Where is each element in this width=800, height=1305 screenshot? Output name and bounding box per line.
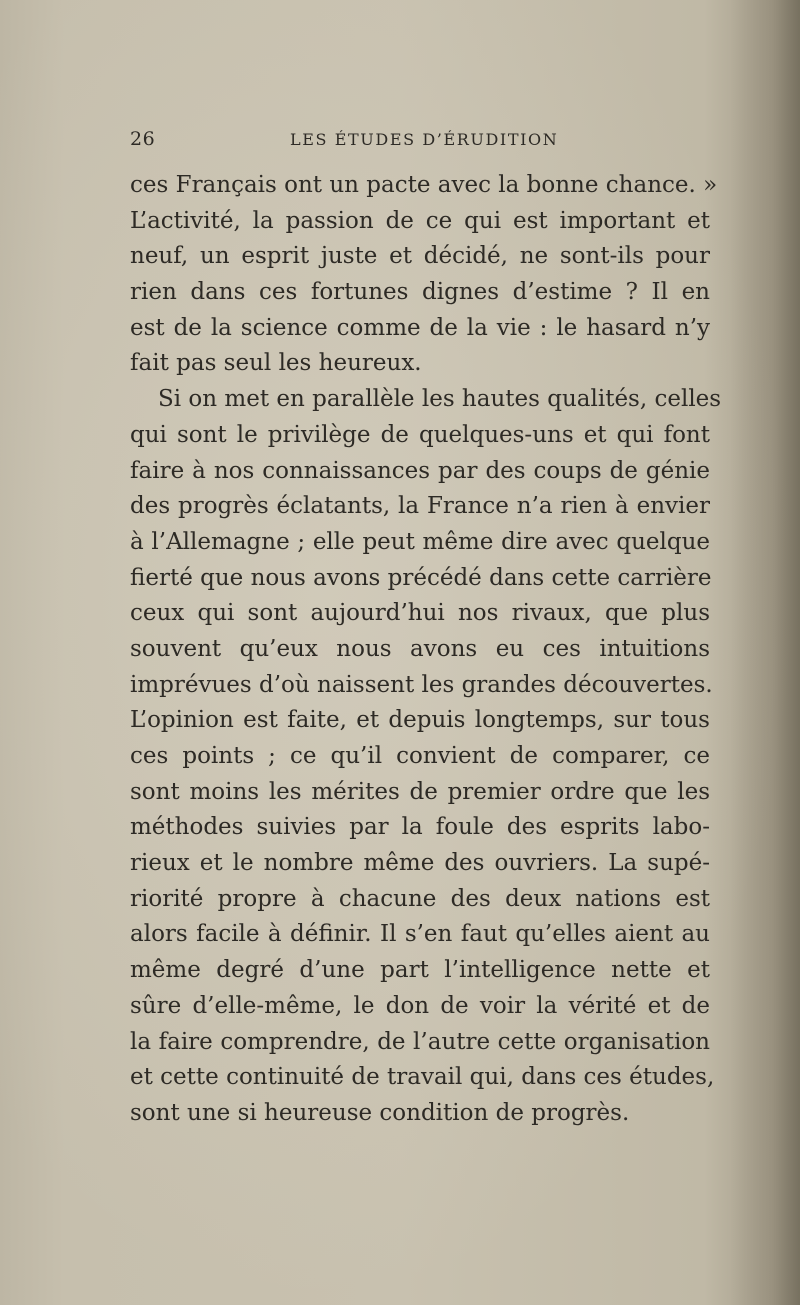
text-line: ceux qui sont aujourd’hui nos rivaux, que plus <box>130 600 710 627</box>
text-line: alors facile à définir. Il s’en faut qu’elles aient au <box>130 921 710 948</box>
text-line: sûre d’elle-même, le don de voir la vérité et de <box>130 992 710 1019</box>
text-line: rieux et le nombre même des ouvriers. La supé- <box>130 850 710 877</box>
text-line: riorité propre à chacune des deux nations est <box>130 885 710 912</box>
text-line: la faire comprendre, de l’autre cette organisation <box>130 1028 710 1055</box>
text-line: neuf, un esprit juste et décidé, ne sont-ils pour <box>130 243 710 270</box>
text-line: qui sont le privilège de quelques-uns et qui font <box>130 421 710 448</box>
text-line: L’activité, la passion de ce qui est important et <box>130 207 710 234</box>
page-header <box>130 128 710 158</box>
text-line: ces points ; ce qu’il convient de comparer, ce <box>130 743 710 769</box>
text-line: sont une si heureuse condition de progrès. <box>130 1099 630 1126</box>
running-head: LES ÉTUDES D’ÉRUDITION <box>290 130 559 149</box>
text-line: rien dans ces fortunes dignes d’estime ? Il en <box>130 279 710 306</box>
text-line: ces Français ont un pacte avec la bonne chance. » <box>130 172 718 198</box>
body-text <box>130 168 722 1132</box>
text-line: Si on met en parallèle les hautes qualités, celles <box>158 386 722 413</box>
text-line: faire à nos connaissances par des coups de génie <box>130 457 710 484</box>
text-line: est de la science comme de la vie : le hasard n’y <box>130 314 710 341</box>
text-line: fierté que nous avons précédé dans cette carrière <box>130 564 712 591</box>
page-edge-shadow <box>730 0 800 1305</box>
text-line: méthodes suivies par la foule des esprits labo- <box>130 814 710 841</box>
text-line: et cette continuité de travail qui, dans ces études, <box>130 1064 715 1091</box>
text-line: L’opinion est faite, et depuis longtemps, sur tous <box>130 707 710 734</box>
text-line: fait pas seul les heureux. <box>130 350 422 377</box>
text-line: à l’Allemagne ; elle peut même dire avec quelque <box>130 528 710 555</box>
text-line: sont moins les mérites de premier ordre que les <box>130 778 710 805</box>
text-line: souvent qu’eux nous avons eu ces intuitions <box>130 635 710 662</box>
text-line: des progrès éclatants, la France n’a rien à envier <box>130 493 710 520</box>
text-line: même degré d’une part l’intelligence nette et <box>130 957 710 984</box>
page-number: 26 <box>130 128 156 150</box>
text-line: imprévues d’où naissent les grandes découvertes. <box>130 671 713 698</box>
